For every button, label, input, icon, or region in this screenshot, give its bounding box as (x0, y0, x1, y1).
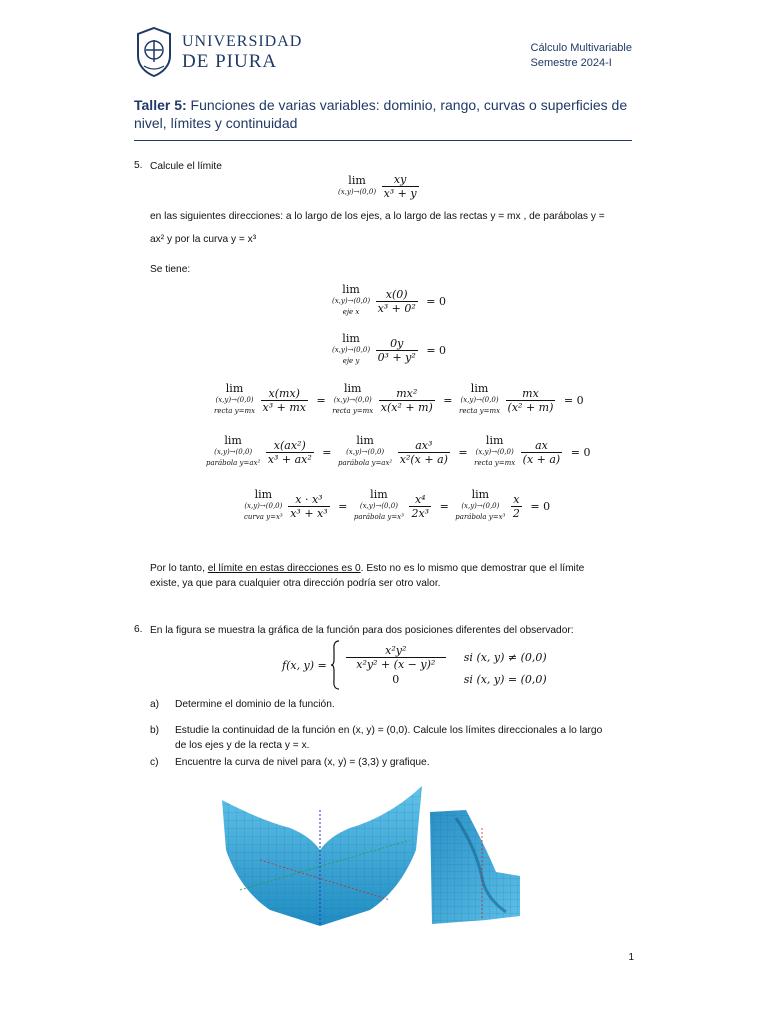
page-title (134, 96, 634, 132)
problem-5-statement: Calcule el límite (150, 161, 222, 172)
piecewise-function: f(x, y) = $\frac{\text{x²y²}}{\text{x²y² + (x − y)²}}$ si (x, y) ≠ (0,0) 0 si (x, y) = (0,0) (282, 640, 547, 690)
limit-eje-y: lim (x,y)→(0,0) eje y $\frac{0y}{\text{0³ + y²}}$ = 0 (332, 332, 447, 365)
problem-5-conclusion-2: existe, ya que para cualquier otra dirección podría ser otro valor. (150, 578, 441, 589)
left-brace-icon (330, 640, 340, 690)
title-divider (134, 140, 632, 141)
university-logo (134, 26, 302, 78)
limit-parabola: lim (x,y)→(0,0) parábola y=ax² $\frac{\text{x(ax²)}}{\text{x³ + ax²}}$ = lim (x,y)→(0,0) parábola y=ax² $\frac{\text{ax³}}{\text{x²(x + a)}}$ = lim (x,y)→(0,0) recta y=mx $\frac{ax}{(x + a)}$ = 0 (206, 434, 591, 467)
item-c-label: c) (150, 757, 159, 768)
problem-6-number: 6. (134, 624, 143, 635)
se-tiene-label: Se tiene: (150, 264, 191, 275)
problem-5-number: 5. (134, 160, 143, 171)
semester: Semestre 2024-I (530, 57, 612, 69)
problem-6-statement: En la figura se muestra la gráfica de la función para dos posiciones diferentes del observador: (150, 625, 574, 636)
item-a-label: a) (150, 699, 160, 710)
problem-5-directions-2: ax² y por la curva y = x³ (150, 234, 257, 245)
conclusion-post: . Esto no es lo mismo que demostrar que el límite (360, 563, 585, 574)
limit-curva: lim (x,y)→(0,0) curva y=x³ $\frac{\text{x · x³}}{\text{x³ + x³}}$ = lim (x,y)→(0,0) parábola y=x³ $\frac{\text{x⁴}}{\text{2x³}}$ = lim (x,y)→(0,0) parábola y=x³ $\frac{x}{2}$ = 0 (244, 488, 551, 521)
title-text: Funciones de varias variables: dominio, rango, curvas o superficies de nivel, límites y continuidad (134, 97, 628, 131)
limit-eje-x: lim (x,y)→(0,0) eje x $\frac{x(0)}{\text{x³ + 0²}}$ = 0 (332, 283, 447, 316)
problem-5-directions: en las siguientes direcciones: a lo largo de los ejes, a lo largo de las rectas y = mx , de parábolas y = (150, 211, 605, 222)
surface-plot-view-2 (426, 808, 522, 926)
surface-plot-view-1 (220, 780, 424, 928)
course-info (531, 41, 633, 71)
title-prefix: Taller 5: (134, 97, 187, 113)
limit-recta: lim (x,y)→(0,0) recta y=mx $\frac{x(mx)}{\text{x³ + mx}}$ = lim (x,y)→(0,0) recta y=mx $\frac{\text{mx²}}{\text{x(x² + m)}}$ = lim (x,y)→(0,0) recta y=mx $\frac{mx}{\text{(x² + m)}}$ = 0 (214, 382, 584, 415)
item-b-text-2: de los ejes y de la recta y = x. (175, 740, 310, 751)
conclusion-underlined: el límite en estas direcciones es 0 (207, 563, 361, 574)
item-b-label: b) (150, 725, 160, 736)
item-b-text: Estudie la continuidad de la función en (x, y) = (0,0). Calcule los límites direccionales a lo largo (175, 725, 603, 736)
university-crest-icon (134, 26, 174, 78)
university-name-line1: UNIVERSIDAD (182, 32, 303, 50)
item-a-text: Determine el dominio de la función. (175, 699, 335, 710)
conclusion-pre: Por lo tanto, (150, 563, 208, 574)
item-c-text: Encuentre la curva de nivel para (x, y) = (3,3) y grafique. (175, 757, 430, 768)
page-number: 1 (628, 952, 634, 963)
problem-5-conclusion (150, 562, 632, 576)
university-name-line2: DE PIURA (182, 50, 278, 72)
main-limit-equation: lim (x,y)→(0,0) $\frac{xy}{\text{x³ + y}}$ (338, 173, 417, 200)
course-name: Cálculo Multivariable (530, 42, 632, 54)
